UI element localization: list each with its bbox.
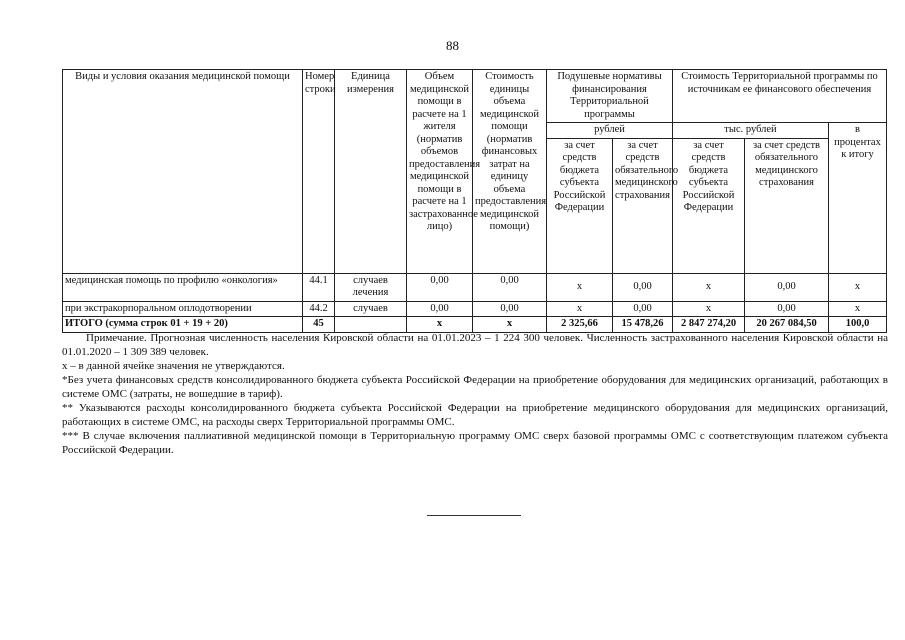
row-oms-thousand: 0,00 bbox=[745, 273, 829, 301]
total-row bbox=[63, 317, 887, 333]
table-row bbox=[63, 301, 887, 317]
header-row-no: Номер строки bbox=[303, 70, 335, 274]
row-number: 44.2 bbox=[303, 301, 335, 317]
row-volume: 0,00 bbox=[407, 301, 473, 317]
header-budget-thousand: за счет средств бюджета субъекта Российской Федерации bbox=[673, 138, 745, 273]
header-budget-rub: за счет средств бюджета субъекта Российской Федерации bbox=[547, 138, 613, 273]
row-name: при экстракорпоральном оплодотворении bbox=[63, 301, 303, 317]
header-unit-thousand-rub: тыс. рублей bbox=[673, 123, 829, 139]
row-volume: 0,00 bbox=[407, 273, 473, 301]
header-oms-thousand: за счет средств обязательного медицинского страхования bbox=[745, 138, 829, 273]
note-star-3: *** В случае включения паллиативной медицинской помощи в Территориальную программу ОМС сверх базовой программы ОМС с соответствующим платежом субъекта Российской Федерации. bbox=[62, 430, 888, 456]
total-unit bbox=[335, 317, 407, 333]
row-number: 44.1 bbox=[303, 273, 335, 301]
header-unit-rub: рублей bbox=[547, 123, 673, 139]
header-cost: Стоимость единицы объема медицинской помощи (норматив финансовых затрат на единицу объема предоставления медицинской помощи) bbox=[473, 70, 547, 274]
header-oms-rub: за счет средств обязательного медицинского страхования bbox=[613, 138, 673, 273]
notes bbox=[62, 331, 888, 457]
total-oms-thousand: 20 267 084,50 bbox=[745, 317, 829, 333]
row-cost: 0,00 bbox=[473, 273, 547, 301]
row-budget-rub: x bbox=[547, 301, 613, 317]
row-cost: 0,00 bbox=[473, 301, 547, 317]
row-unit: случаев bbox=[335, 301, 407, 317]
header-percent: в процентах к итогу bbox=[829, 123, 887, 274]
total-percent: 100,0 bbox=[829, 317, 887, 333]
row-budget-thousand: x bbox=[673, 301, 745, 317]
note-star-1: *Без учета финансовых средств консолидированного бюджета субъекта Российской Федерации на приобретение оборудования для медицинских организаций, работающих в системе ОМС (затраты, не вошедшие в тариф). bbox=[62, 374, 888, 400]
note-star-2: ** Указываются расходы консолидированного бюджета субъекта Российской Федерации на приобретение медицинского оборудования для медицинских организаций, работающих в системе ОМС, на расходы сверх Территориальной программы ОМС. bbox=[62, 402, 888, 428]
note-x: x – в данной ячейке значения не утверждаются. bbox=[62, 360, 285, 372]
row-oms-rub: 0,00 bbox=[613, 301, 673, 317]
note-population: Примечание. Прогнозная численность населения Кировской области на 01.01.2023 – 1 224 300 человек. Численность застрахованного населения Кировской области на 01.01.2020 – 1 309 389 человек. bbox=[62, 332, 888, 358]
header-territorial: Стоимость Территориальной программы по источникам ее финансового обеспечения bbox=[673, 70, 887, 123]
total-name: ИТОГО (сумма строк 01 + 19 + 20) bbox=[63, 317, 303, 333]
row-name: медицинская помощь по профилю «онкология» bbox=[63, 273, 303, 301]
financing-table bbox=[62, 69, 887, 333]
bottom-divider bbox=[427, 515, 521, 516]
row-unit: случаев лечения bbox=[335, 273, 407, 301]
header-volume: Объем медицинской помощи в расчете на 1 жителя (норматив объемов предоставления медицинской помощи в расчете на 1 застрахованное лицо) bbox=[407, 70, 473, 274]
row-percent: x bbox=[829, 273, 887, 301]
total-budget-rub: 2 325,66 bbox=[547, 317, 613, 333]
row-oms-rub: 0,00 bbox=[613, 273, 673, 301]
header-row-1 bbox=[63, 70, 887, 123]
page-number: 88 bbox=[446, 38, 459, 53]
row-oms-thousand: 0,00 bbox=[745, 301, 829, 317]
total-cost: x bbox=[473, 317, 547, 333]
header-unit: Единица измерения bbox=[335, 70, 407, 274]
table-row bbox=[63, 273, 887, 301]
total-oms-rub: 15 478,26 bbox=[613, 317, 673, 333]
header-per-capita: Подушевые нормативы финансирования Территориальной программы bbox=[547, 70, 673, 123]
row-budget-thousand: x bbox=[673, 273, 745, 301]
total-budget-thousand: 2 847 274,20 bbox=[673, 317, 745, 333]
header-type: Виды и условия оказания медицинской помощи bbox=[63, 70, 303, 274]
total-row-number: 45 bbox=[303, 317, 335, 333]
row-percent: x bbox=[829, 301, 887, 317]
total-volume: x bbox=[407, 317, 473, 333]
row-budget-rub: x bbox=[547, 273, 613, 301]
